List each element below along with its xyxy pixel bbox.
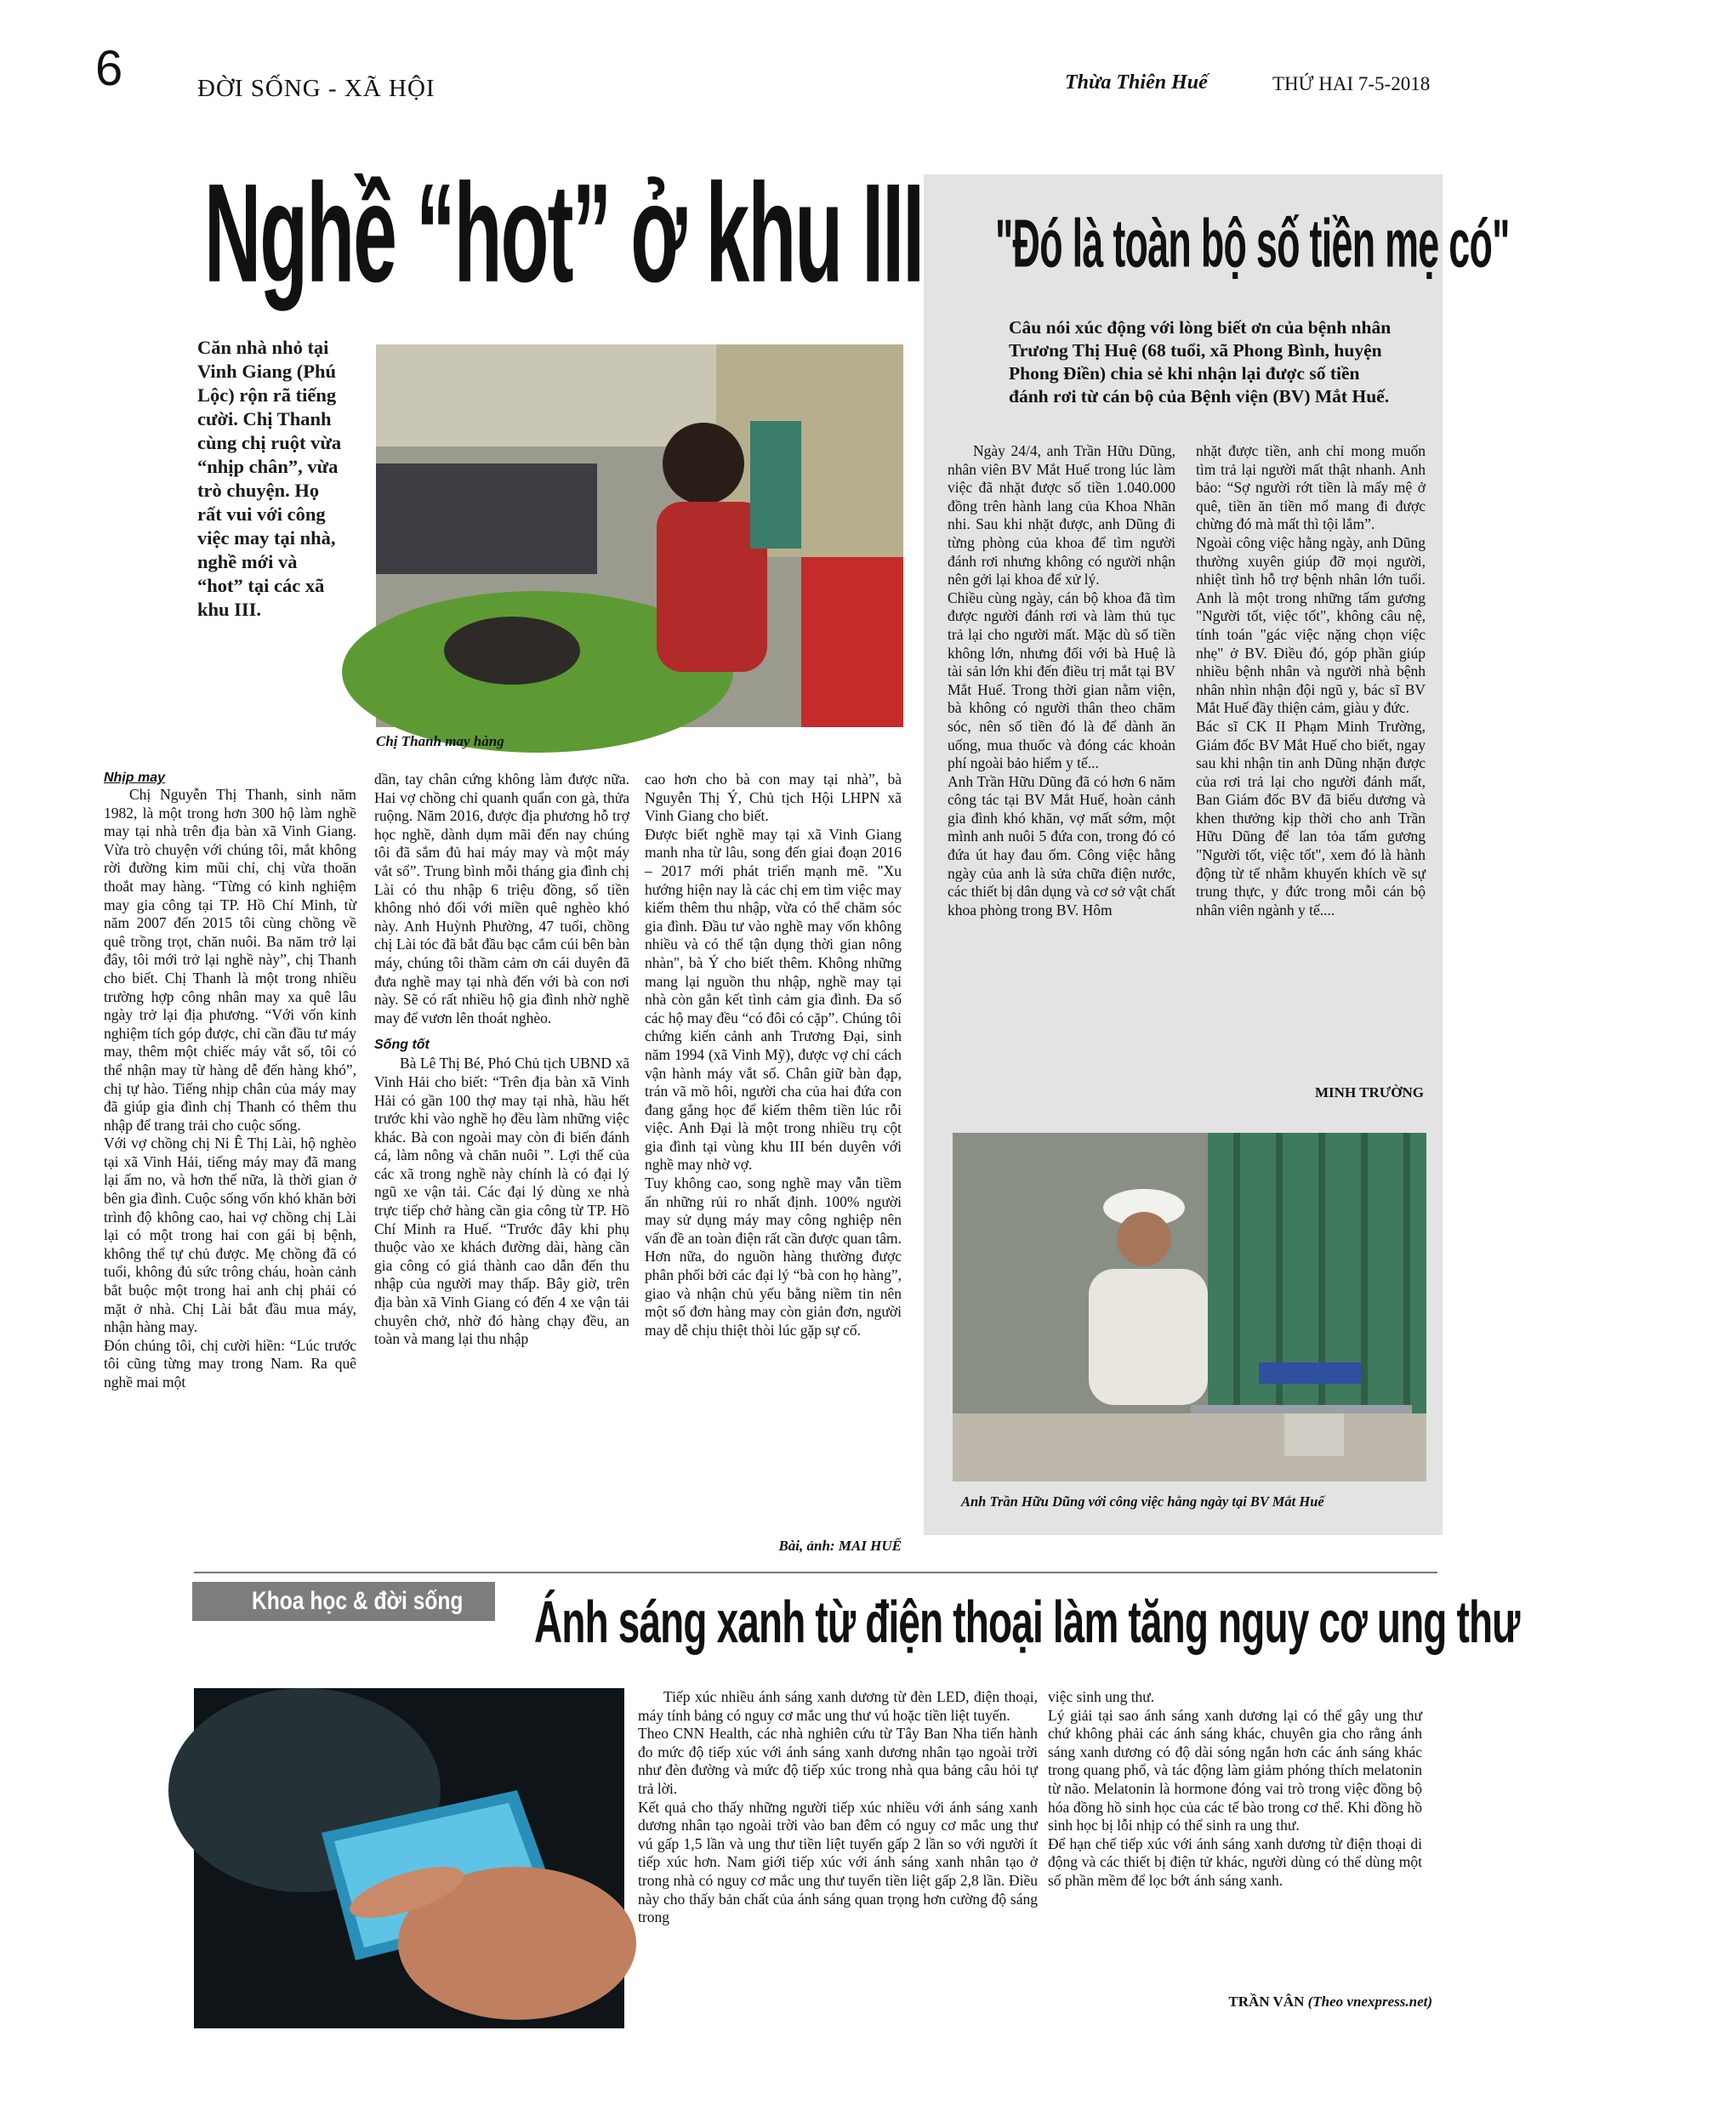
science-photo	[194, 1688, 624, 2028]
side-photo-caption: Anh Trần Hữu Dũng với công việc hằng ngày tại BV Mắt Huế	[961, 1493, 1324, 1510]
science-kicker-bar	[192, 1582, 495, 1621]
main-sapo: Căn nhà nhỏ tại Vinh Giang (Phú Lộc) rộn rã tiếng cười. Chị Thanh cùng chị ruột vừa “nhịp chân”, vừa trò chuyện. Họ rất vui với công việc may tại nhà, nghề mới và “hot” tại các xã khu III.	[197, 337, 342, 620]
science-byline-wrap	[1106, 1993, 1432, 2010]
main-headline: Nghề “hot” ở khu III	[204, 154, 924, 311]
science-divider	[194, 1572, 1437, 1573]
sewing-photo-image	[376, 344, 903, 727]
science-col1-text: Tiếp xúc nhiều ánh sáng xanh dương từ đèn LED, điện thoại, máy tính bảng có nguy cơ mắc ung thư vú hoặc tiền liệt tuyến. Theo CNN Health, các nhà nghiên cứu từ Tây Ban Nha tiến hành đo mức độ tiếp xúc với ánh sáng xanh dương nhân tạo ngoài trời như đèn đường và mức độ tiếp xúc trong nhà qua bảng câu hỏi tự trả lời. Kết quả cho thấy những người tiếp xúc nhiều với ánh sáng xanh dương nhân tạo ngoài trời vào ban đêm có nguy cơ mắc ung thư vú gấp 1,5 lần và ung thư tiền liệt tuyến gấp 2 lần so với người ít tiếp xúc hơn. Nam giới tiếp xúc với ánh sáng xanh nhân tạo ở trong nhà có nguy cơ mắc ung thư tuyến tiền liệt gấp 2,8 lần. Điều này cho thấy bản chất của ánh sáng quan trọng hơn cường độ sáng trong	[638, 1688, 1038, 1926]
side-headline: "Đó là toàn bộ số tiền mẹ có"	[995, 205, 1510, 282]
side-byline: MINH TRƯỜNG	[1315, 1084, 1424, 1100]
smartphone-photo-image	[194, 1688, 624, 2028]
science-kicker: Khoa học & đời sống	[252, 1587, 464, 1615]
science-source: (Theo vnexpress.net)	[1307, 1993, 1432, 2010]
main-photo	[376, 344, 903, 727]
subhead-song-tot: Sống tốt	[374, 1038, 430, 1053]
main-col2-text-b: Bà Lê Thị Bé, Phó Chủ tịch UBND xã Vinh Hải cho biết: “Trên địa bàn xã Vinh Hải có gần 100 thợ may tại nhà, hầu hết trước khi vào nghề họ đều làm những việc khác. Bà con ngoài may còn đi biển đánh cá, làm nông và chăn nuôi ”. Lợi thế của các xã trong nghề này chính là có đại lý ngũ xe vận tải. Các đại lý dùng xe nhà trực tiếp chở hàng cần gia công từ TP. Hồ Chí Minh ra Huế. “Trước đây khi phụ thuộc vào xe khách đường dài, hàng cần gia công có giá thành cao dẫn đến thu nhập của người may thấp. Bây giờ, trên địa bàn xã Vinh Giang có đến 4 xe vận tải chuyên chở, nhờ đó hàng chạy đều, an toàn và mang lại thu nhập	[374, 1055, 629, 1348]
side-headline-box	[995, 201, 1510, 294]
paper-name: Thừa Thiên Huế	[1065, 71, 1208, 94]
page-number: 6	[95, 41, 123, 96]
main-byline: Bài, ảnh: MAI HUẾ	[778, 1538, 902, 1554]
section-title: ĐỜI SỐNG - XÃ HỘI	[197, 75, 435, 102]
science-byline: TRẦN VÂN	[1228, 1993, 1305, 2010]
side-col1-text: Ngày 24/4, anh Trần Hữu Dũng, nhân viên BV Mắt Huế trong lúc làm việc đã nhặt được số tiền 1.040.000 đồng trên hành lang của Khoa Nhãn nhi. Sau khi nhặt được, anh Dũng đi từng phòng của khoa để tìm người đánh rơi nhưng không có người nhận nên gởi lại khoa để xử lý. Chiều cùng ngày, cán bộ khoa đã tìm được người đánh rơi và làm thủ tục trả lại cho người mất. Mặc dù số tiền không lớn, nhưng đối với bà Huệ là tài sản lớn khi đến điều trị mắt tại BV Mắt Huế. Trong thời gian nằm viện, bà không có người thân theo chăm sóc, nên số tiền đó là để dành ăn uống, mua thuốc và đóng các khoản phí ngoài bảo hiểm y tế... Anh Trần Hữu Dũng đã có hơn 6 năm công tác tại BV Mắt Huế, hoàn cảnh gia đình khó khăn, vợ mất sớm, một mình anh nuôi 5 đứa con, trong đó có đứa út hay đau ốm. Công việc hằng ngày của anh là sửa chữa điện nước, các thiết bị dân dụng và cơ sở vật chất khoa phòng trong BV. Hôm	[948, 442, 1175, 919]
main-column-1	[104, 771, 356, 1392]
subhead-nhip-may: Nhịp may	[104, 771, 166, 785]
science-col2-text: việc sinh ung thư. Lý giải tại sao ánh sáng xanh dương lại có thể gây ung thư chứ không phải các ánh sáng khác, chuyên gia cho rằng ánh sáng xanh dương có độ dài sóng ngắn hơn các ánh sáng khác trong quang phổ, và tác động làm giảm phóng thích melatonin từ não. Melatonin là hormone đóng vai trò trong việc đồng bộ hóa đồng hồ sinh học của các tế bào trong cơ thể. Khi đồng hồ sinh học bị lỗi nhịp có thể sinh ra ung thư. Để hạn chế tiếp xúc với ánh sáng xanh dương từ điện thoại di động và các thiết bị điện tử khác, người dùng có thể dùng một số phần mềm để lọc bớt ánh sáng xanh.	[1048, 1688, 1422, 1889]
side-photo	[953, 1133, 1426, 1482]
worker-photo-image	[953, 1133, 1426, 1482]
main-col1-text: Chị Nguyễn Thị Thanh, sinh năm 1982, là một trong hơn 300 hộ làm nghề may tại nhà trên địa bàn xã Vinh Giang. Vừa trò chuyện với chúng tôi, mắt không rời đường kim mũi chỉ, chị vừa thoăn thoắt may hàng. “Từng có kinh nghiệm may gia công tại TP. Hồ Chí Minh, từ năm 2007 đến 2015 tôi cùng chồng về quê trồng trọt, chăn nuôi. Ba năm trở lại đây, tôi mới trở lại nghề này”, chị Thanh cho biết. Chị Thanh là một trong nhiều trường hợp công nhân may xa quê lâu ngày trở lại địa phương. “Với vốn kinh nghiệm tích góp được, chỉ cần đầu tư máy may, thêm một chiếc máy vắt sổ, tôi có thể nhận may từ hàng dễ đến hàng khó”, chị tự hào. Tiếng nhịp chân của máy may đã giúp gia đình chị Thanh có thêm thu nhập để trang trải cho cuộc sống. Với vợ chồng chị Ni Ê Thị Lài, hộ nghèo tại xã Vinh Hải, tiếng máy may đã mang lại ấm no, và hơn thế nữa, là thời gian ở bên gia đình. Cuộc sống vốn khó khăn bởi trình độ không cao, hai vợ chồng chị Lài lại có một trong hai con gái bị bệnh, không thể tự chủ được. Mẹ chồng đã có tuổi, không đủ sức trông cháu, hoàn cảnh bắt buộc một trong hai anh chị phải có mặt ở nhà. Chị Lài bắt đầu mua máy, nhận hàng may. Đón chúng tôi, chị cười hiền: “Lúc trước tôi cũng từng may trong Nam. Ra quê nghề mai một	[104, 786, 356, 1391]
side-col2-text: nhặt được tiền, anh chỉ mong muốn tìm trả lại người mất thật nhanh. Anh bảo: “Sợ người rớt tiền là mấy mệ ở quê, tiền ăn tiền mổ mang đi được chừng đó mà mất thì tội lắm”. Ngoài công việc hằng ngày, anh Dũng thường xuyên giúp đỡ mọi người, nhiệt tình hỗ trợ bệnh nhân lớn tuổi. Anh là một trong những tấm gương "Người tốt, việc tốt", không câu nệ, tính toán "gác việc nặng chọn việc nhẹ" ở BV. Điều đó, góp phần giúp nhiều bệnh nhân và người nhà bệnh nhân nhìn nhận đội ngũ y, bác sĩ BV Mắt Huế đầy thiện cảm, giàu y đức. Bác sĩ CK II Phạm Minh Trường, Giám đốc BV Mắt Huế cho biết, ngay sau khi nhận tin anh Dũng nhặn được của rơi trả lại cho người đánh mất, Ban Giám đốc BV đã biểu dương và khen thưởng kịp thời cho anh Trần Hữu Dũng để lan tỏa tấm gương "Người tốt, việc tốt", xem đó là hành động từ tế nhằm khuyến khích về sự trung thực, y đức trong mỗi cán bộ nhân viên ngành y tế....	[1196, 442, 1426, 919]
side-sapo: Câu nói xúc động với lòng biết ơn của bệnh nhân Trương Thị Huệ (68 tuổi, xã Phong Bình, huyện Phong Điền) chia sẻ khi nhận lại được số tiền đánh rơi từ cán bộ của Bệnh viện (BV) Mắt Huế.	[1009, 317, 1392, 407]
main-headline-box	[204, 153, 924, 315]
science-headline-box	[534, 1584, 1520, 1672]
main-photo-caption: Chị Thanh may hàng	[376, 733, 504, 749]
issue-date: THỨ HAI 7-5-2018	[1272, 73, 1431, 94]
main-column-2	[374, 771, 629, 1349]
main-col3-text: cao hơn cho bà con may tại nhà”, bà Nguyễn Thị Ý, Chủ tịch Hội LHPN xã Vinh Giang cho biết. Được biết nghề may tại xã Vinh Giang manh nha từ lâu, song đến giai đoạn 2016 – 2017 mới phát triển mạnh mẽ. "Xu hướng hiện nay là các chị em tìm việc may kiếm thêm thu nhập, vừa có thể chăm sóc gia đình. Đầu tư vào nghề may vốn không nhiều và có thể tận dụng thời gian nông nhàn", bà Ý cho biết thêm. Không những mang lại nguồn thu nhập, nghề may tại nhà còn gắn kết tình cảm gia đình. Đa số các hộ may đều “có đôi có cặp”. Chúng tôi chứng kiến cảnh anh Trương Đại, sinh năm 1994 (xã Vinh Mỹ), được vợ chỉ cách vận hành máy vắt sổ. Chân giữ bàn đạp, trán vã mồ hôi, người cha của hai đứa con đang gắng học để kiếm thêm tiền lúc rỗi việc. Anh Đại là một trong nhiều trụ cột gia đình tại vùng khu III bén duyên với nghề may nhờ vợ. Tuy không cao, song nghề may vẫn tiềm ẩn những rủi ro nhất định. 100% người may sử dụng máy may công nghiệp nên vấn đề an toàn điện rất cần được quan tâm. Hơn nữa, do nguồn hàng thường được phân phối bởi các đại lý “bà con họ hàng”, giao và nhận chủ yếu bằng niềm tin nên một số đơn hàng may còn giản đơn, người may dễ chịu thiệt thòi lúc gặp sự cố.	[645, 771, 902, 1339]
science-headline: Ánh sáng xanh từ điện thoại làm tăng nguy cơ ung thư	[534, 1588, 1520, 1655]
main-col2-text-a: dần, tay chân cứng không làm được nữa. Hai vợ chồng chỉ quanh quẩn con gà, thửa ruộng. Năm 2016, được địa phương hỗ trợ học nghề, dành dụm mãi đến nay chúng tôi đã sắm đủ hai máy may và một máy vắt sổ”. Trung bình mỗi tháng gia đình chị Lài có thu nhập 6 triệu đồng, số tiền không nhỏ đối với miền quê nghèo khó này. Anh Huỳnh Phường, 47 tuổi, chồng chị Lài tóc đã bắt đầu bạc cắm cúi bên bàn máy, chúng tôi thầm cảm ơn cái duyên đã đưa nghề may tại nhà đến với bà con nơi này. Sẽ có rất nhiều hộ gia đình nhờ nghề may để vươn lên thoát nghèo.	[374, 771, 629, 1027]
main-column-3	[645, 771, 902, 1339]
